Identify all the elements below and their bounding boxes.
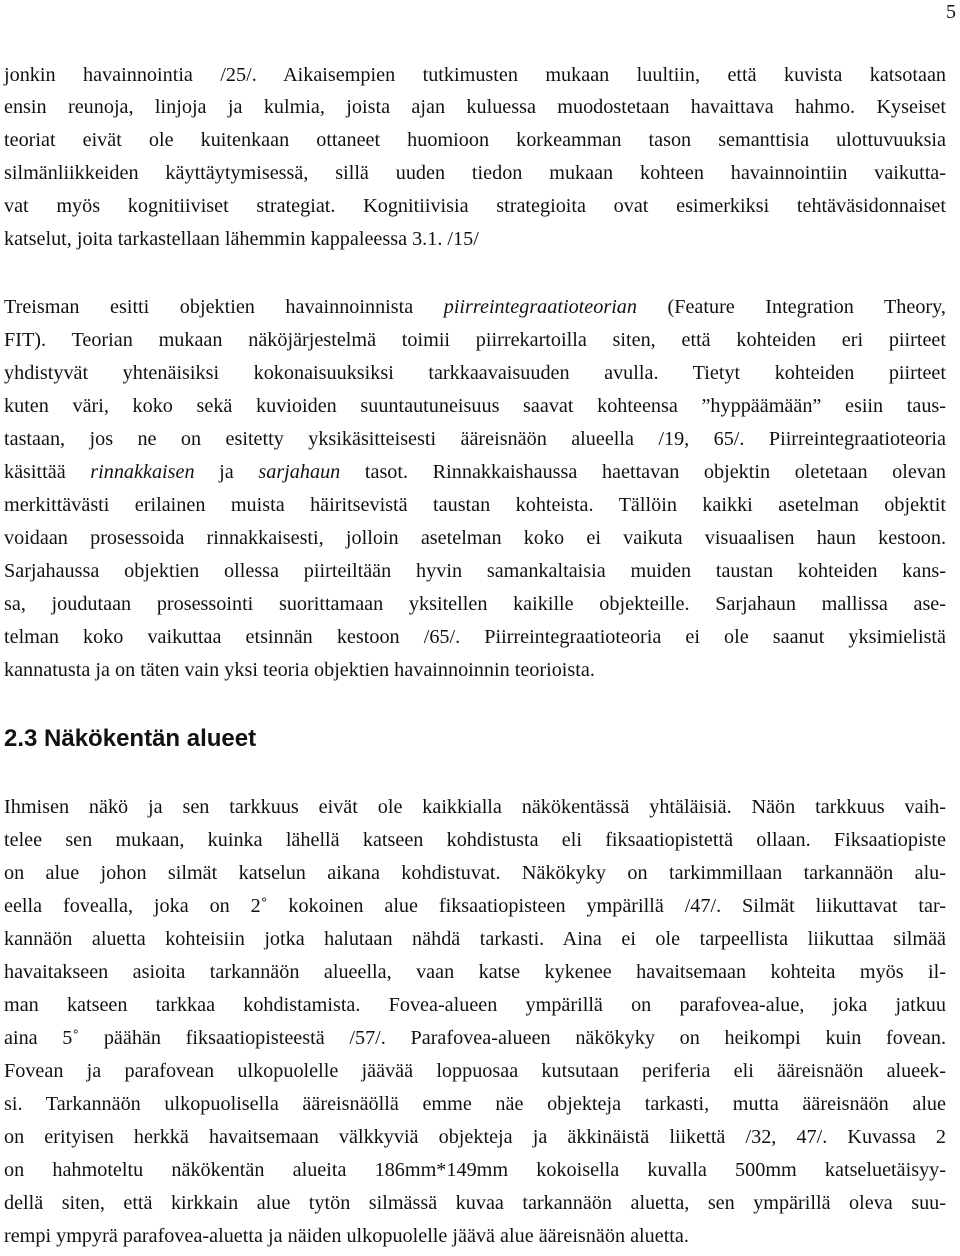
text-line: Treisman esitti objektien havainnoinnista piirreintegraatioteorian (Feature Integration Theory, (4, 296, 946, 318)
text-line: käsittää rinnakkaisen ja sarjahaun tasot. Rinnakkaishaussa haettavan objektin oletetaan olevan (4, 461, 946, 483)
text-line: katselut, joita tarkastellaan lähemmin kappaleessa 3.1. /15/ (4, 228, 479, 250)
text-line: sa, joudutaan prosessointi suorittamaan yksitellen kaikille objekteille. Sarjahaun mallissa ase- (4, 593, 946, 615)
text-line: on alue johon silmät katselun aikana kohdistuvat. Näkökyky on tarkimmillaan tarkannäön alu- (4, 862, 946, 884)
emphasis-term: rinnakkaisen (90, 461, 195, 483)
text-line: FIT). Teorian mukaan näköjärjestelmä toimii piirrekartoilla siten, että kohteiden eri piirteet (4, 329, 946, 351)
text-line: rempi ympyrä parafovea-aluetta ja näiden ulkopuolelle jäävä alue ääreisnäön aluetta. (4, 1225, 689, 1247)
text-line: telman koko vaikuttaa etsinnän kestoon /65/. Piirreintegraatioteoria ei ole saanut yksimielistä (4, 626, 946, 648)
text-line: havaitakseen asioita tarkannäön alueella, vaan katse kykenee havaitsemaan kohteita myös il- (4, 961, 946, 983)
emphasis-term: piirreintegraatioteorian (443, 296, 637, 318)
emphasis-term: sarjahaun (258, 461, 341, 483)
text-line: Fovean ja parafovean ulkopuolelle jäävää loppuosaa kutsutaan periferia eli ääreisnäön alueek- (4, 1060, 946, 1082)
page-number: 5 (946, 1, 956, 23)
text-line: dellä siten, että kirkkain alue tytön silmässä kuvaa tarkannäön aluetta, sen ympärillä oleva suu- (4, 1192, 946, 1214)
text-line: si. Tarkannäön ulkopuolisella ääreisnäöllä emme näe objekteja tarkasti, mutta ääreisnäön alue (4, 1093, 946, 1115)
text-line: jonkin havainnointia /25/. Aikaisempien tutkimusten mukaan luultiin, että kuvista katsotaan (4, 64, 946, 86)
text-line: kuten väri, koko sekä kuvioiden suuntautuneisuus saavat kohteensa ”hyppäämään” esiin taus- (4, 395, 946, 417)
text-line: teoriat eivät ole kuitenkaan ottaneet huomioon korkeamman tason semanttisia ulottuvuuksia (4, 129, 946, 151)
text-line: man katseen tarkkaa kohdistamista. Fovea-alueen ympärillä on parafovea-alue, joka jatkuu (4, 994, 946, 1016)
text-line: merkittävästi erilainen muista häiritsevistä taustan kohteista. Tällöin kaikki asetelman objektit (4, 494, 946, 516)
section-heading: 2.3 Näkökentän alueet (4, 725, 257, 752)
text-line: on erityisen herkkä havaitsemaan välkkyviä objekteja ja äkkinäistä liikettä /32, 47/. Kuvassa 2 (4, 1126, 946, 1148)
text-line: aina 5˚ päähän fiksaatiopisteestä /57/. Parafovea-alueen näkökyky on heikompi kuin fovean. (4, 1027, 946, 1049)
text-line: ensin reunoja, linjoja ja kulmia, joista ajan kuluessa muodostetaan havaittava hahmo. Kyseiset (4, 96, 946, 118)
text-line: eella fovealla, joka on 2˚ kokoinen alue fiksaatiopisteen ympärillä /47/. Silmät liikuttavat tar- (4, 895, 946, 917)
text-line: telee sen mukaan, kuinka lähellä katseen kohdistusta eli fiksaatiopistettä ollaan. Fiksaatiopiste (4, 829, 946, 851)
text-line: on hahmoteltu näkökentän alueita 186mm*149mm kokoisella kuvalla 500mm katseluetäisyy- (4, 1159, 946, 1181)
text-line: Sarjahaussa objektien ollessa piirteiltään hyvin samankaltaisia muiden taustan kohteiden kans- (4, 560, 946, 582)
text-line: silmänliikkeiden käyttäytymisessä, sillä uuden tiedon mukaan kohteen havainnointiin vaikutta- (4, 162, 946, 184)
text-line: tastaan, jos ne on esitetty yksikäsitteisesti ääreisnäön alueella /19, 65/. Piirreintegraatioteoria (4, 428, 946, 450)
text-line: voidaan prosessoida rinnakkaisesti, jolloin asetelman koko ei vaikuta visuaalisen haun kestoon. (4, 527, 946, 549)
text-line: kannatusta ja on täten vain yksi teoria objektien havainnoinnin teorioista. (4, 659, 595, 681)
text-line: Ihmisen näkö ja sen tarkkuus eivät ole kaikkialla näkökentässä yhtäläisiä. Näön tarkkuus vaih- (4, 796, 946, 818)
text-line: vat myös kognitiiviset strategiat. Kognitiivisia strategioita ovat esimerkiksi tehtäväsidonnaiset (4, 195, 946, 217)
text-line: kannäön aluetta kohteisiin jotka halutaan nähdä tarkasti. Aina ei ole tarpeellista liikuttaa silmää (4, 928, 946, 950)
text-line: yhdistyvät yhtenäisiksi kokonaisuuksiksi tarkkaavaisuuden avulla. Tietyt kohteiden piirteet (4, 362, 946, 384)
